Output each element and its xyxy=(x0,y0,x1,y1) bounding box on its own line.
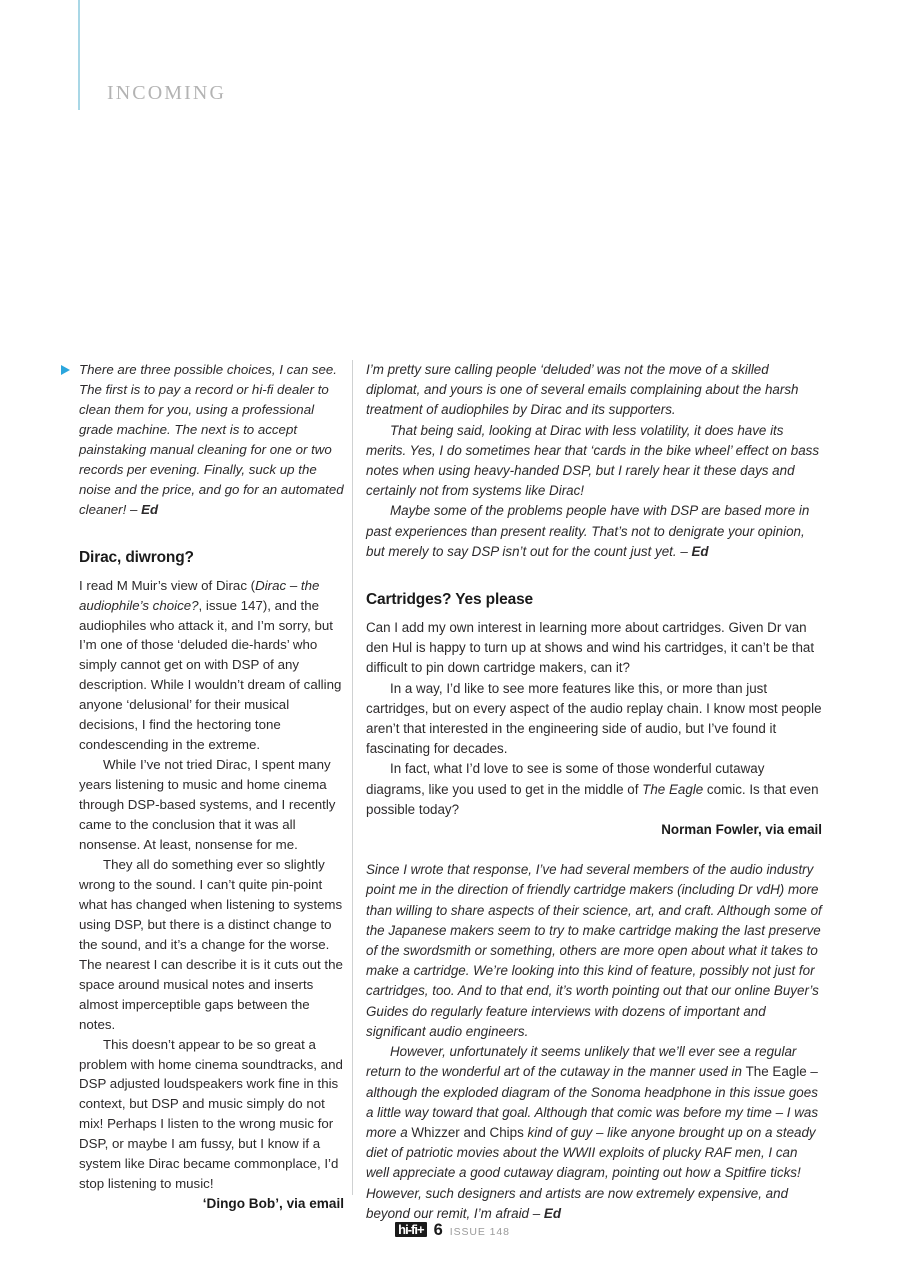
paragraph-text: However, unfortunately it seems unlikely that we’ll ever see a regular return to the wonderful art of the cutaway in the manner used in xyxy=(366,1044,797,1080)
paragraph: This doesn’t appear to be so great a problem with home cinema soundtracks, and DSP adjusted loudspeakers work fine in this context, but DSP and music simply do not mix! Perhaps I listen to the wrong music for DSP, or maybe I am fussy, but I know if a system like Dirac became commonplace, I’d stop listening to music! xyxy=(79,1036,343,1192)
left-column xyxy=(79,360,344,1214)
paragraph-text: I read M Muir’s view of Dirac ( xyxy=(79,577,256,593)
headline-cartridges: Cartridges? Yes please xyxy=(366,591,534,609)
paragraph: I’m pretty sure calling people ‘deluded’ was not the move of a skilled diplomat, and yours is one of several emails complaining about the harsh treatment of audiophiles by Dirac and its supporters. xyxy=(366,362,799,418)
paragraph: In a way, I’d like to see more features like this, or more than just cartridges, but on every aspect of the audio replay chain. I know most people aren’t that interested in the engineering side of audio, but I’ve found it fascinating for decades. xyxy=(366,680,822,757)
paragraph: That being said, looking at Dirac with less volatility, it does have its merits. Yes, I do sometimes hear that ‘cards in the bike wheel’ effect on bass notes when using heavy-handed DSP, but I rarely hear it these days and certainly not from systems like Dirac! xyxy=(366,422,820,499)
editor-signoff: Ed xyxy=(141,501,159,517)
paragraph xyxy=(79,360,344,520)
page-number: 6 xyxy=(433,1221,443,1239)
headline-dirac: Dirac, diwrong? xyxy=(79,548,194,566)
editor-reply-dirac xyxy=(366,360,822,562)
issue-label: ISSUE 148 xyxy=(449,1226,510,1238)
paragraph xyxy=(366,1042,822,1224)
spacer xyxy=(366,610,822,618)
article-title-reference: Dirac – the audiophile’s choice? xyxy=(79,577,320,613)
spacer xyxy=(366,840,822,860)
comic-title-reference: The Eagle xyxy=(745,1064,807,1080)
comic-title-reference-2: Whizzer and Chips xyxy=(411,1124,524,1140)
accent-rule xyxy=(78,0,80,110)
paragraph-text: kind of guy – like anyone brought up on a steady diet of patriotic movies about the WWII exploits of plucky RAF men, I can well appreciate a good cutaway diagram, pointing out how a Spitfire ticks! However, such designers and artists are now extremely expensive, and beyond our remit, I’m afraid – xyxy=(366,1124,816,1221)
paragraph-text: comic. Is that even possible today? xyxy=(366,781,819,817)
page-footer xyxy=(0,1222,905,1239)
editor-signoff: Ed xyxy=(691,543,709,559)
spacer xyxy=(366,562,822,590)
comic-title-reference: The Eagle xyxy=(642,781,704,797)
editor-reply-cartridges xyxy=(366,860,822,1224)
paragraph xyxy=(366,501,822,562)
spacer xyxy=(79,520,344,548)
paragraph-text: Maybe some of the problems people have with DSP are based more in past experiences than present reality. That’s not to denigrate your opinion, but merely to say DSP isn’t out for the count just yet. – xyxy=(366,503,810,559)
paragraph: While I’ve not tried Dirac, I spent many years listening to music and home cinema through DSP-based systems, and I recently came to the conclusion that it was all nonsense. At least, nonsense for me. xyxy=(79,757,336,853)
paragraph xyxy=(79,576,344,756)
editor-reply-cleaning xyxy=(79,360,344,520)
column-divider xyxy=(352,360,353,1195)
right-column xyxy=(366,360,822,1224)
hifiplus-logo: hi-fi+ xyxy=(395,1222,426,1237)
spacer xyxy=(79,568,344,576)
triangle-right-icon xyxy=(61,365,70,375)
page-title: INCOMING xyxy=(107,82,227,104)
editor-signoff: Ed xyxy=(543,1205,562,1221)
paragraph-text: In fact, what I’d love to see is some of those wonderful cutaway diagrams, like you used to get in the middle of xyxy=(366,761,765,797)
paragraph-text: , issue 147), and the audiophiles who attack it, and I’m sorry, but I’m one of those ‘deluded die-hards’ who simply cannot get on with DSP of any description. While I wouldn’t dream of calling anyone ‘delusional’ for their musical decisions, I find the hectoring tone condescending in the extreme. xyxy=(79,597,342,753)
paragraph: Since I wrote that response, I’ve had several members of the audio industry point me in the direction of friendly cartridge makers (including Dr vdH) more than willing to share aspects of their science, art, and craft. Although some of the Japanese makers seem to try to make cartridge making the last preserve of the swordsmith or something, others are more open about what it takes to make a cartridge. We’re looking into this kind of feature, possibly not just for cartridges, too. And to that end, it’s worth pointing out that our online Buyer’s Guides do regularly feature interviews with dozens of important and significant audio engineers. xyxy=(366,862,822,1039)
paragraph: Can I add my own interest in learning more about cartridges. Given Dr van den Hul is happy to turn up at shows and wind his cartridges, it can’t be that difficult to pin down cartridge makers, can it? xyxy=(366,620,815,676)
paragraph-text: – although the exploded diagram of the Sonoma headphone in this issue goes a little way toward that goal. Although that comic was before my time – I was more a xyxy=(366,1064,819,1140)
paragraph xyxy=(366,759,822,820)
paragraph-text: There are three possible choices, I can see. The first is to pay a record or hi-fi dealer to clean them for you, using a professional grade machine. The next is to accept painstaking manual cleaning for one or two records per evening. Finally, suck up the noise and the price, and go for an automated cleaner! – xyxy=(79,362,344,517)
letter-signature: Norman Fowler, via email xyxy=(661,822,822,838)
letter-signature: ‘Dingo Bob’, via email xyxy=(202,1196,344,1212)
paragraph: They all do something ever so slightly wrong to the sound. I can’t quite pin-point what has changed when listening to systems using DSP, but there is a distinct change to the sound, and it’s a change for the worse. The nearest I can describe it is it cuts out the space around musical notes and inserts almost imperceptible gaps between the notes. xyxy=(79,856,343,1032)
